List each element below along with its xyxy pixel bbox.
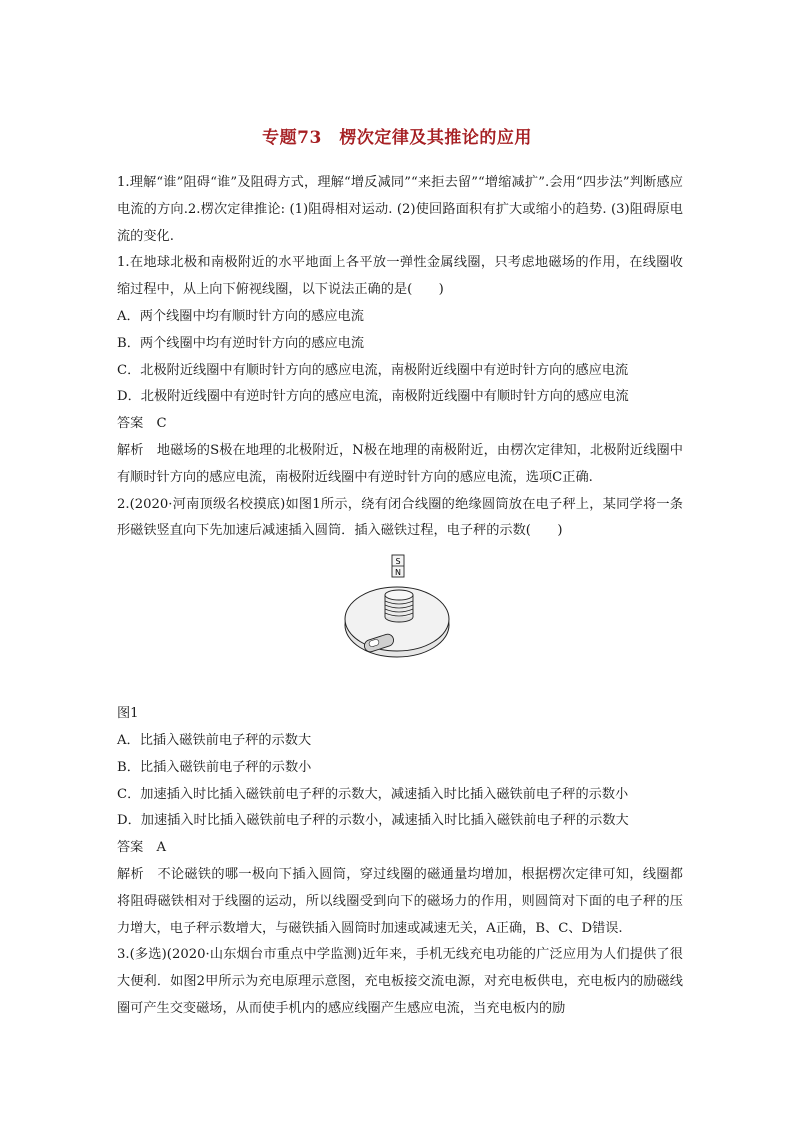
q2-option-a: A．比插入磁铁前电子秤的示数大: [117, 732, 312, 748]
cylinder-top: [385, 590, 413, 600]
q1-option-d: D．北极附近线圈中有逆时针方向的感应电流，南极附近线圈中有顺时针方向的感应电流: [117, 389, 629, 405]
learning-objectives: 1.理解“谁”阻碍“谁”及阻碍方式，理解“增反减同”“来拒去留”“增缩减扩”.会用“四步法”判断感应电流的方向.2.楞次定律推论: (1)阻碍相对运动. (2)使回路面积有扩大或缩小的趋势. (3)阻碍原电流的变化.: [117, 175, 683, 244]
q1-option-c: C．北极附近线圈中有顺时针方向的感应电流，南极附近线圈中有逆时针方向的感应电流: [117, 362, 629, 378]
q2-option-d: D．加速插入时比插入磁铁前电子秤的示数小，减速插入时比插入磁铁前电子秤的示数大: [117, 813, 629, 829]
magnet-pole-n: N: [395, 568, 401, 578]
figure-caption: 图1: [117, 706, 139, 722]
q1-analysis: 解析 地磁场的S极在地理的北极附近，N极在地理的南极附近，由楞次定律知，北极附近线圈中有顺时针方向的感应电流，南极附近线圈中有逆时针方向的感应电流，选项C正确.: [117, 442, 683, 485]
page-title: 专题73 楞次定律及其推论的应用: [262, 128, 532, 148]
figure-1: [117, 551, 683, 701]
q1-answer: 答案 C: [117, 416, 167, 432]
q3-stem: 3.(多选)(2020·山东烟台市重点中学监测)近年来，手机无线充电功能的广泛应用为人们提供了很大便利．如图2甲所示为充电原理示意图，充电板接交流电源，对充电板供电，充电板内的励磁线圈可产生交变磁场，从而使手机内的感应线圈产生感应电流，当充电板内的励: [117, 947, 683, 1016]
scale-diagram: [342, 551, 452, 663]
q2-answer: 答案 A: [117, 840, 167, 856]
magnet-pole-s: S: [395, 557, 401, 567]
q1-option-a: A．两个线圈中均有顺时针方向的感应电流: [117, 308, 364, 324]
q1-option-b: B．两个线圈中均有逆时针方向的感应电流: [117, 335, 365, 351]
q2-option-c: C．加速插入时比插入磁铁前电子秤的示数大，减速插入时比插入磁铁前电子秤的示数小: [117, 786, 629, 802]
q2-option-b: B．比插入磁铁前电子秤的示数小: [117, 759, 312, 775]
q2-stem: 2.(2020·河南顶级名校摸底)如图1所示，绕有闭合线圈的绝缘圆筒放在电子秤上，某同学将一条形磁铁竖直向下先加速后减速插入圆筒．插入磁铁过程，电子秤的示数( ): [117, 496, 683, 539]
q2-analysis: 解析 不论磁铁的哪一极向下插入圆筒，穿过线圈的磁通量均增加，根据楞次定律可知，线圈都将阻碍磁铁相对于线圈的运动，所以线圈受到向下的磁场力的作用，则圆筒对下面的电子秤的压力增大，电子秤示数增大，与磁铁插入圆筒时加速或减速无关，A正确，B、C、D错误.: [117, 866, 683, 936]
q1-stem: 1.在地球北极和南极附近的水平地面上各平放一弹性金属线圈，只考虑地磁场的作用，在线圈收缩过程中，从上向下俯视线圈，以下说法正确的是( ): [117, 255, 683, 298]
document-body: [117, 170, 683, 1023]
